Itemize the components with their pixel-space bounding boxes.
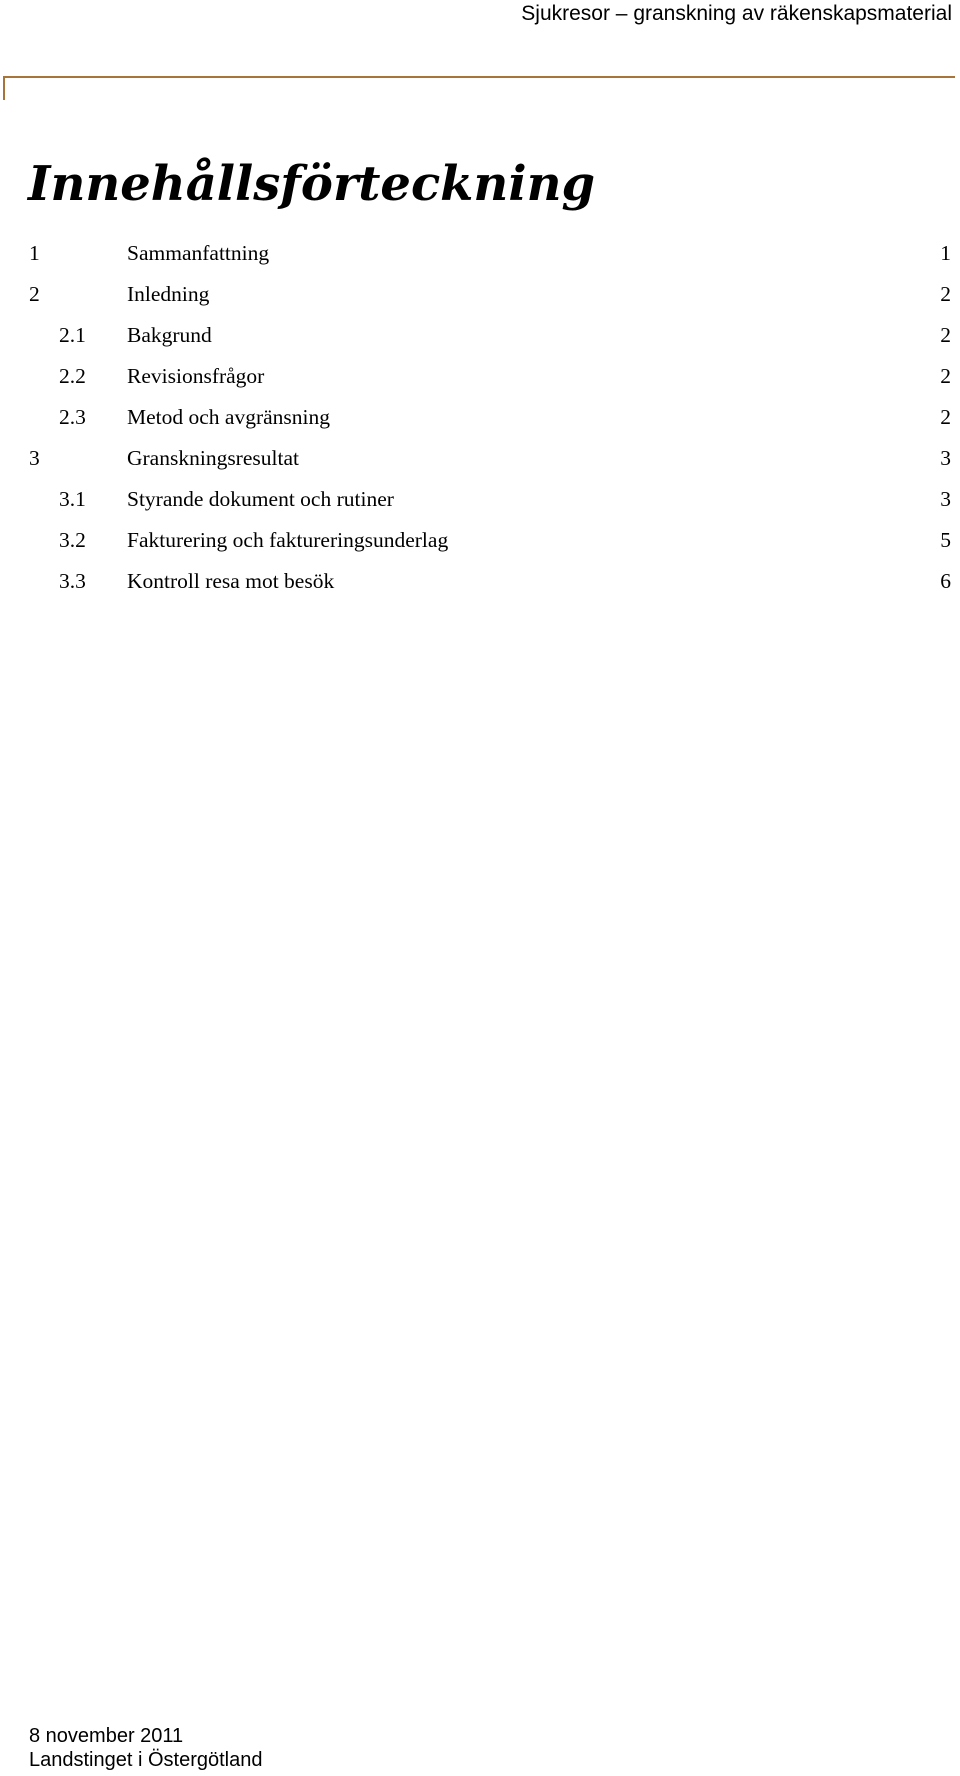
- toc-entry-number: 3.2: [59, 528, 86, 552]
- toc-entry-page: 3: [940, 487, 951, 511]
- toc-entry-page: 6: [940, 569, 951, 593]
- toc-entry-label: Metod och avgränsning: [127, 405, 331, 429]
- toc-entry-page: 1: [940, 241, 951, 265]
- toc-entry-page: 2: [940, 323, 951, 347]
- toc-entry-label: Styrande dokument och rutiner: [127, 487, 394, 511]
- toc-entry-label: Bakgrund: [127, 323, 212, 347]
- toc-entry-label: Granskningsresultat: [127, 446, 299, 470]
- toc-entry-page: 2: [940, 405, 951, 429]
- toc-entry-number: 3.1: [59, 487, 86, 511]
- toc-title: Innehållsförteckning: [28, 156, 596, 212]
- toc-entry[interactable]: [0, 397, 960, 438]
- header-rule-tick: [3, 76, 5, 100]
- toc-entry-number: 2: [29, 282, 40, 306]
- toc-entry-label: Revisionsfrågor: [127, 364, 265, 388]
- toc-entry-number: 2.3: [59, 405, 86, 429]
- toc-entry[interactable]: [0, 479, 960, 520]
- toc-entry-label: Sammanfattning: [127, 241, 270, 265]
- running-header-title: Sjukresor – granskning av räkenskapsmaterial: [521, 2, 952, 25]
- toc-entry-number: 3: [29, 446, 40, 470]
- toc-entry[interactable]: [0, 274, 960, 315]
- toc-entry-page: 2: [940, 364, 951, 388]
- toc-entry[interactable]: [0, 356, 960, 397]
- page-footer: [29, 1724, 263, 1772]
- toc-list: [0, 233, 960, 602]
- toc-entry-page: 3: [940, 446, 951, 470]
- footer-organization: Landstinget i Östergötland: [29, 1749, 263, 1771]
- footer-date: 8 november 2011: [29, 1725, 184, 1747]
- toc-entry[interactable]: [0, 438, 960, 479]
- toc-entry[interactable]: [0, 561, 960, 602]
- toc-entry-page: 5: [940, 528, 951, 552]
- toc-entry[interactable]: [0, 315, 960, 356]
- toc-entry[interactable]: [0, 520, 960, 561]
- toc-entry-label: Fakturering och faktureringsunderlag: [127, 528, 449, 552]
- toc-entry[interactable]: [0, 233, 960, 274]
- toc-entry-number: 3.3: [59, 569, 86, 593]
- toc-entry-page: 2: [940, 282, 951, 306]
- toc-entry-number: 2.1: [59, 323, 86, 347]
- header-rule: [3, 76, 955, 78]
- toc-entry-number: 2.2: [59, 364, 86, 388]
- toc-entry-label: Inledning: [127, 282, 210, 306]
- toc-entry-number: 1: [29, 241, 40, 265]
- toc-entry-label: Kontroll resa mot besök: [127, 569, 335, 593]
